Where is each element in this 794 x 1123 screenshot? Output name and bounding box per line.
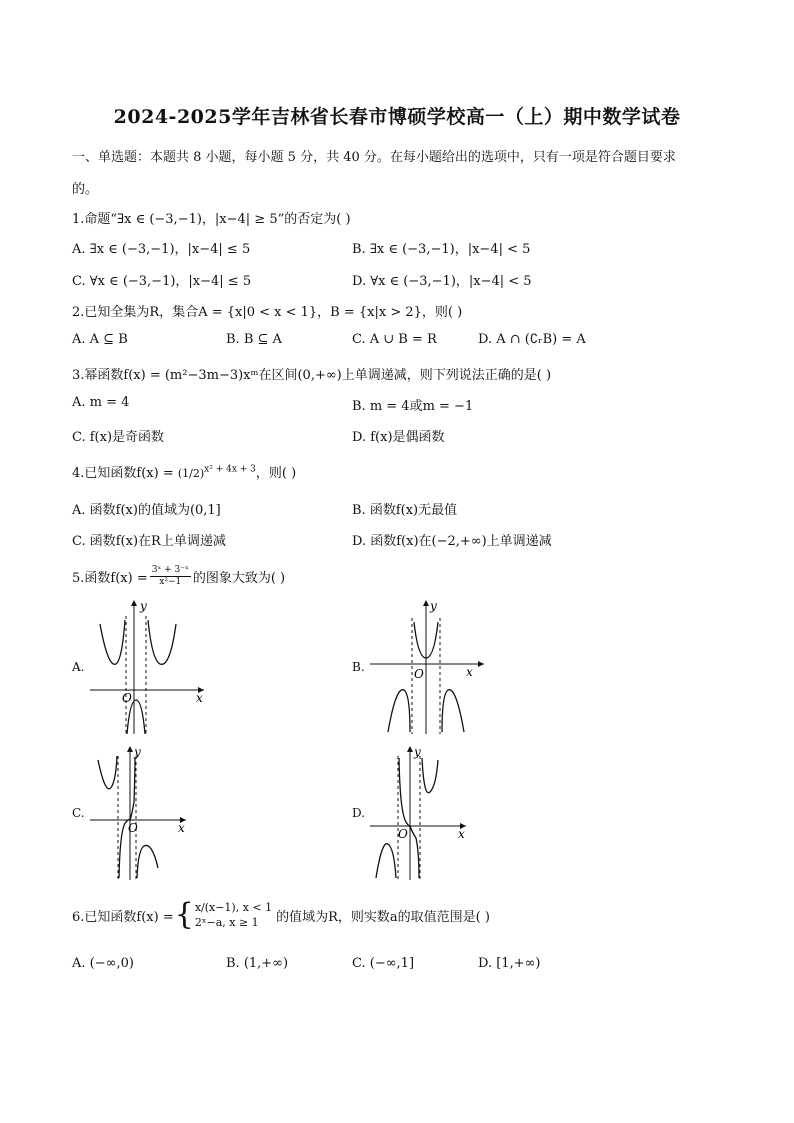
page-title: 2024-2025学年吉林省长春市博硕学校高一（上）期中数学试卷 [113,106,681,128]
q5-denominator: x²−1 [159,576,182,587]
graph-c-y-label: y [134,745,141,759]
question-1-stem: 1.命题“∃x ∈ (−3,−1)，|x−4| ≥ 5”的否定为( ) [72,212,351,227]
section-heading-cont: 的。 [72,182,99,197]
q6-stem-suffix: 的值域为R，则实数a的取值范围是( ) [276,909,490,925]
graph-d [366,742,476,882]
q2-option-d: D. A ∩ (∁ᵣB) = A [478,332,586,347]
q4-exponent: x² + 4x + 3 [204,464,256,475]
q4-stem-prefix: 4.已知函数f(x) = [72,466,178,481]
graph-b-x-label: x [466,665,473,679]
q5-fraction [150,565,191,588]
graph-b-y-label: y [430,599,437,613]
graph-d-y-label: y [414,745,421,759]
graph-a [86,596,216,736]
graph-a-y-label: y [140,599,147,613]
q6-option-a: A. (−∞,0) [72,956,134,971]
section-heading: 一、单选题：本题共 8 小题，每小题 5 分，共 40 分。在每小题给出的选项中，只有一项是符合题目要求 [72,150,676,165]
question-3-stem: 3.幂函数f(x) = (m²−3m−3)xᵐ在区间(0,+∞)上单调递减，则下列说法正确的是( ) [72,368,552,383]
graph-d-label: D. [352,806,366,820]
graph-a-label: A. [72,660,85,674]
q2-option-b: B. B ⊆ A [226,332,282,347]
q4-option-d: D. 函数f(x)在(−2,+∞)上单调递减 [352,534,552,549]
q1-option-b: B. ∃x ∈ (−3,−1)，|x−4| < 5 [352,242,531,257]
q4-option-b: B. 函数f(x)无最值 [352,503,458,518]
q1-option-c: C. ∀x ∈ (−3,−1)，|x−4| ≤ 5 [72,274,252,289]
graph-c-origin: O [128,821,138,835]
graph-a-origin: O [122,691,132,705]
q3-option-c: C. f(x)是奇函数 [72,430,165,445]
q4-stem-suffix: ，则( ) [255,466,297,481]
question-2-stem: 2.已知全集为R，集合A = {x|0 < x < 1}，B = {x|x > 2}，则( ) [72,305,463,320]
question-4-stem [72,462,296,481]
q6-option-d: D. [1,+∞) [478,956,541,971]
q6-stem-prefix: 6.已知函数f(x) = [72,909,174,925]
graph-b-label: B. [352,660,365,674]
q3-option-a: A. m = 4 [72,395,130,410]
graph-a-x-label: x [196,691,203,705]
q6-brace: { [174,897,194,932]
q6-case-2: 2ˣ−a, x ≥ 1 [194,916,259,929]
q1-option-d: D. ∀x ∈ (−3,−1)，|x−4| < 5 [352,274,532,289]
q6-cases [195,900,272,930]
q6-case-1: x/(x−1), x < 1 [194,901,273,914]
q3-option-b: B. m = 4或m = −1 [352,399,474,414]
graph-b [366,596,490,736]
q6-option-c: C. (−∞,1] [352,956,415,971]
q1-option-a: A. ∃x ∈ (−3,−1)，|x−4| ≤ 5 [72,242,251,257]
q6-option-b: B. (1,+∞) [226,956,289,971]
graph-d-x-label: x [458,827,465,841]
graph-d-origin: O [398,827,408,841]
graph-c-x-label: x [178,821,185,835]
q3-option-d: D. f(x)是偶函数 [352,430,445,445]
q2-option-c: C. A ∪ B = R [352,332,437,347]
graph-c [86,742,196,882]
graph-c-label: C. [72,806,85,820]
question-6-stem [72,894,490,936]
q2-option-a: A. A ⊆ B [72,332,128,347]
q5-stem-suffix: 的图象大致为( ) [192,570,286,586]
q4-option-a: A. 函数f(x)的值域为(0,1] [72,503,221,518]
question-5-stem [72,560,285,592]
graph-b-origin: O [414,667,424,681]
q4-base: (1/2) [177,467,205,480]
q5-stem-prefix: 5.函数f(x) = [72,570,148,586]
q4-option-c: C. 函数f(x)在R上单调递减 [72,534,226,549]
q5-numerator: 3ˣ + 3⁻ˣ [151,564,189,575]
